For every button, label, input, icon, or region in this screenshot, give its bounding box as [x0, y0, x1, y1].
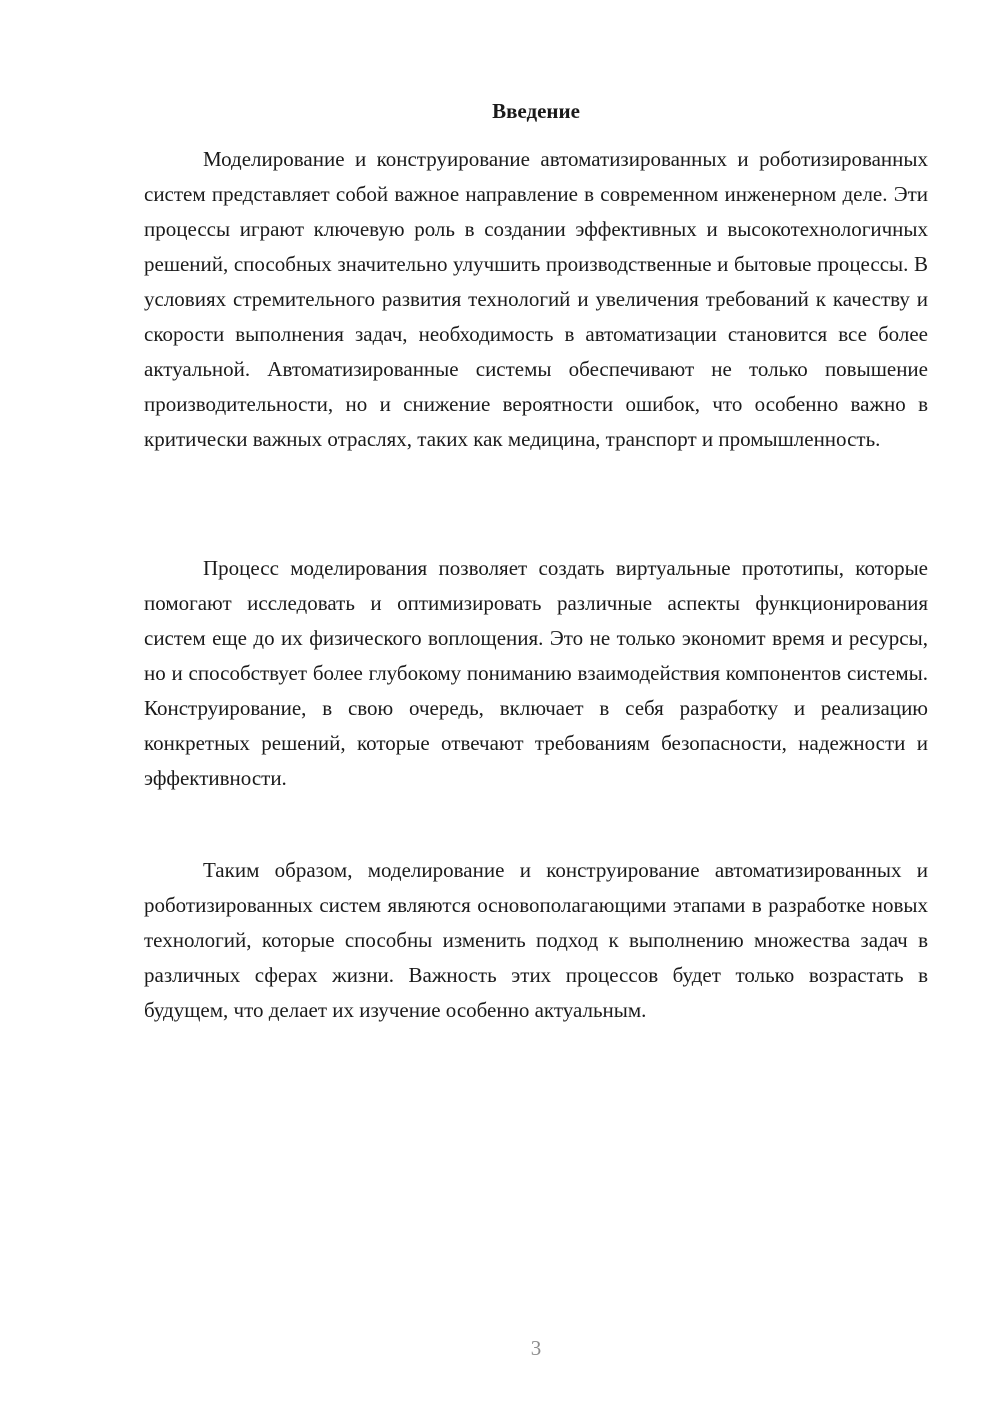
paragraph-3: Таким образом, моделирование и конструирование автоматизированных и роботизированных систем являются основополагающими этапами в разработке новых технологий, которые способны изменить подход к выполнению множества задач в различных сферах жизни. Важность этих процессов будет только возрастать в будущем, что делает их изучение особенно актуальным. — [144, 858, 928, 1022]
paragraph-2: Процесс моделирования позволяет создать виртуальные прототипы, которые помогают исследовать и оптимизировать различные аспекты функционирования систем еще до их физического воплощения. Это не только экономит время и ресурсы, но и способствует более глубокому пониманию взаимодействия компонентов системы. Конструирование, в свою очередь, включает в себя разработку и реализацию конкретных решений, которые отвечают требованиям безопасности, надежности и эффективности. — [144, 556, 928, 790]
page-number: 3 — [530, 1336, 542, 1360]
section-title: Введение — [492, 99, 580, 123]
paragraph-1: Моделирование и конструирование автоматизированных и роботизированных систем представляет собой важное направление в современном инженерном деле. Эти процессы играют ключевую роль в создании эффективных и высокотехнологичных решений, способных значительно улучшить производственные и бытовые процессы. В условиях стремительного развития технологий и увеличения требований к качеству и скорости выполнения задач, необходимость в автоматизации становится все более актуальной. Автоматизированные системы обеспечивают не только повышение производительности, но и снижение вероятности ошибок, что особенно важно в критически важных отраслях, таких как медицина, транспорт и промышленность. — [144, 147, 928, 451]
